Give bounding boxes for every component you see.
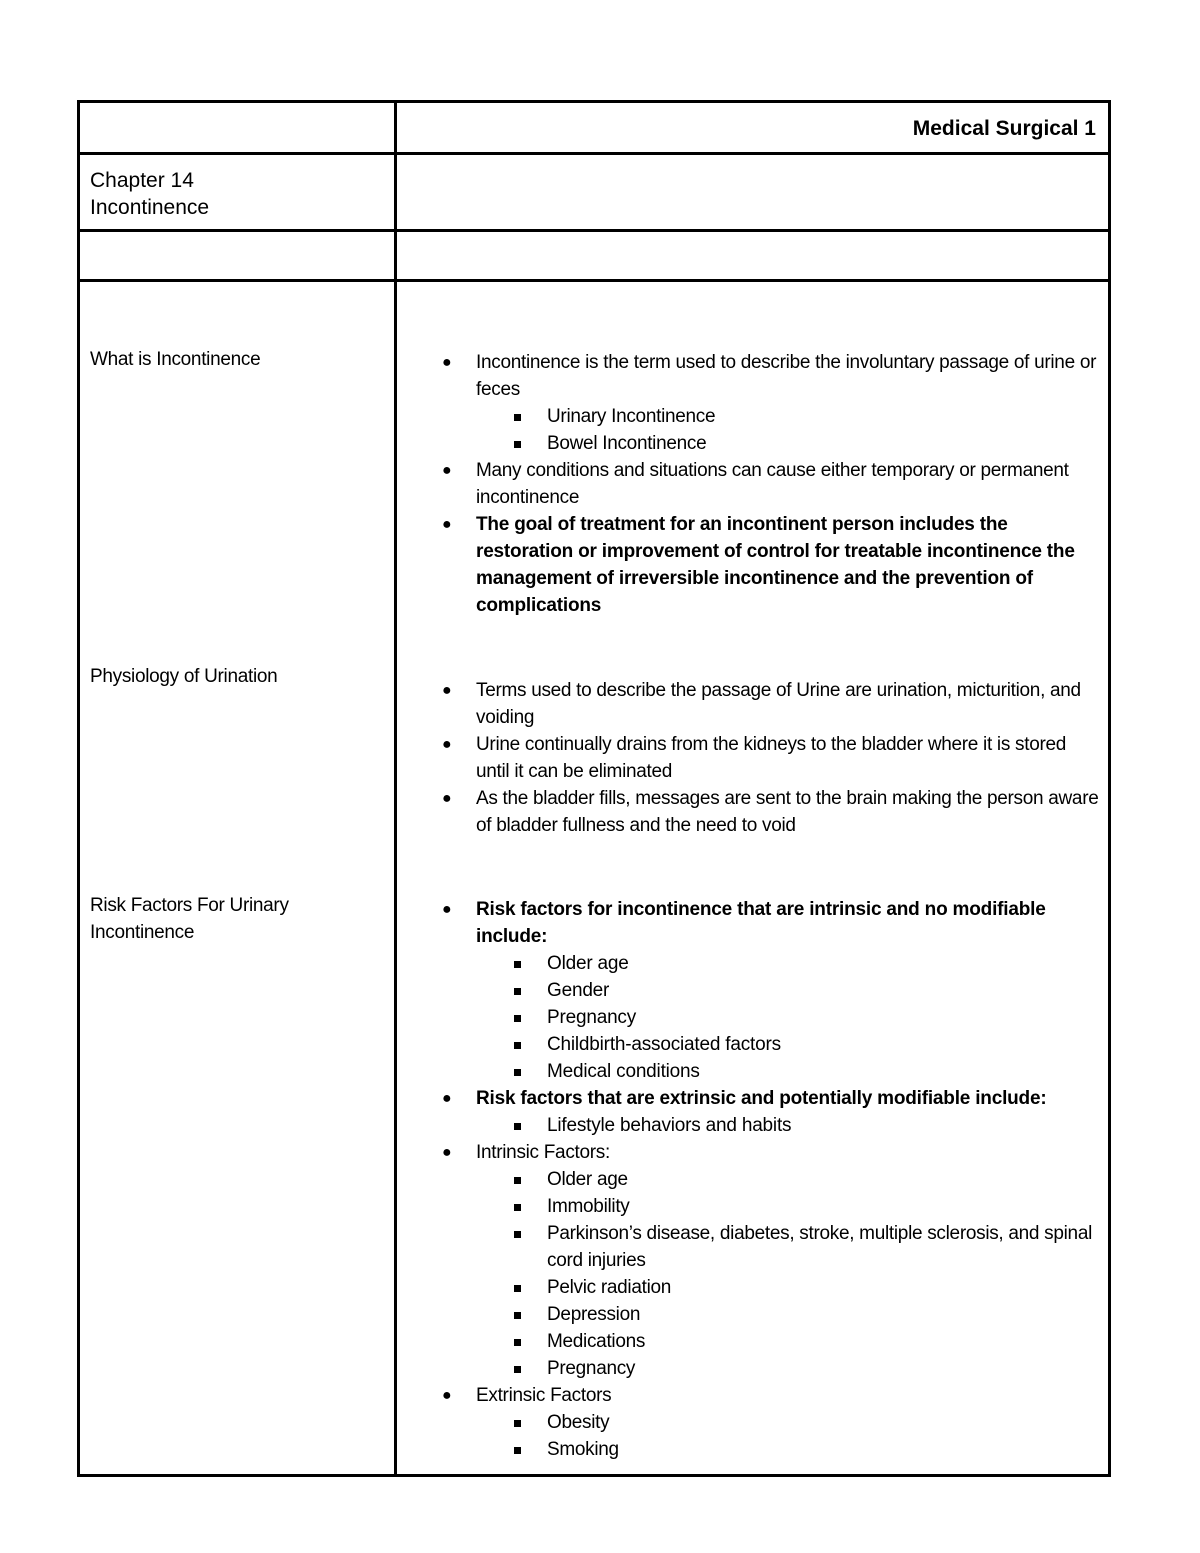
section-what-is-incontinence: [397, 349, 1108, 619]
list-item: ● As the bladder fills, messages are sent to the brain making the person aware of bladder fullness and the need to void: [397, 785, 1108, 839]
square-bullet-icon: [514, 988, 521, 995]
sub-list: [476, 1166, 1100, 1382]
topic-what-is-incontinence: What is Incontinence: [90, 349, 261, 370]
list-item: ● Extrinsic Factors Obesity Smoking: [397, 1382, 1108, 1463]
list-item: ● Risk factors for incontinence that are intrinsic and no modifiable include: Older age Gender Pregnancy Childbirth-associated factors Medical conditions: [397, 896, 1108, 1085]
header-row: [80, 103, 1108, 155]
sub-list: [476, 950, 1100, 1085]
blank-row: [80, 232, 1108, 282]
section-physiology: [397, 677, 1108, 839]
blank-right-cell: [397, 232, 1108, 279]
bullet-list: [397, 896, 1108, 1463]
list-item: ● Risk factors that are extrinsic and potentially modifiable include: Lifestyle behaviors and habits: [397, 1085, 1108, 1139]
sub-list-item: Lifestyle behaviors and habits: [397, 1112, 1100, 1139]
square-bullet-icon: [514, 1312, 521, 1319]
section-risk-factors: [397, 896, 1108, 1463]
sub-list-item: Immobility: [397, 1193, 1100, 1220]
sub-list-item: Medical conditions: [397, 1058, 1100, 1085]
sub-list-item: Childbirth-associated factors: [397, 1031, 1100, 1058]
course-title: Medical Surgical 1: [912, 117, 1096, 140]
square-bullet-icon: [514, 1231, 521, 1238]
square-bullet-icon: [514, 1366, 521, 1373]
square-bullet-icon: [514, 1177, 521, 1184]
square-bullet-icon: [514, 441, 521, 448]
square-bullet-icon: [514, 961, 521, 968]
sub-list-item: Older age: [397, 950, 1100, 977]
sub-list-item: Obesity: [397, 1409, 1100, 1436]
topics-column: [80, 282, 397, 1474]
bullet-icon: ●: [442, 462, 452, 479]
square-bullet-icon: [514, 1015, 521, 1022]
list-item: ● Many conditions and situations can cause either temporary or permanent incontinence: [397, 457, 1108, 511]
sub-list-item: Pelvic radiation: [397, 1274, 1100, 1301]
sub-list-item: Smoking: [397, 1436, 1100, 1463]
topic-physiology-of-urination: Physiology of Urination: [90, 666, 278, 687]
sub-list-item: Depression: [397, 1301, 1100, 1328]
list-item: ● The goal of treatment for an incontinent person includes the restoration or improvement of control for treatable incontinence the management of irreversible incontinence and the prevention of complications: [397, 511, 1108, 619]
sub-list-item: Bowel Incontinence: [397, 430, 1100, 457]
bullet-list: [397, 349, 1108, 619]
chapter-title: [80, 155, 397, 229]
sub-list-item: Urinary Incontinence: [397, 403, 1100, 430]
sub-list: [476, 1409, 1100, 1463]
square-bullet-icon: [514, 1123, 521, 1130]
blank-left-cell: [80, 232, 397, 279]
sub-list-item: Medications: [397, 1328, 1100, 1355]
square-bullet-icon: [514, 1285, 521, 1292]
square-bullet-icon: [514, 1339, 521, 1346]
topic-risk-factors: Risk Factors For Urinary Incontinence: [90, 895, 289, 943]
bullet-list: [397, 677, 1108, 839]
sub-list-item: Parkinson’s disease, diabetes, stroke, multiple sclerosis, and spinal cord injuries: [397, 1220, 1100, 1274]
bullet-icon: ●: [442, 736, 452, 753]
sub-list: [476, 1112, 1100, 1139]
sub-list-item: Pregnancy: [397, 1355, 1100, 1382]
list-item: ● Intrinsic Factors: Older age Immobility Parkinson’s disease, diabetes, stroke, multiple sclerosis, and spinal cord injuries Pelvic radiation Depression Medications Pregnancy: [397, 1139, 1108, 1382]
notes-body-row: [80, 282, 1108, 1474]
notes-column: [397, 282, 1108, 1474]
bullet-icon: ●: [442, 354, 452, 371]
notes-table: [77, 100, 1111, 1477]
list-item: ● Terms used to describe the passage of Urine are urination, micturition, and voiding: [397, 677, 1108, 731]
chapter-right-cell: [397, 155, 1108, 229]
sub-list: [476, 403, 1100, 457]
sub-list-item: Older age: [397, 1166, 1100, 1193]
bullet-icon: ●: [442, 1387, 452, 1404]
chapter-topic: Incontinence: [90, 196, 210, 219]
square-bullet-icon: [514, 1420, 521, 1427]
bullet-icon: ●: [442, 901, 452, 918]
bullet-icon: ●: [442, 790, 452, 807]
square-bullet-icon: [514, 1042, 521, 1049]
list-item: ● Incontinence is the term used to describe the involuntary passage of urine or feces Urinary Incontinence Bowel Incontinence: [397, 349, 1108, 457]
square-bullet-icon: [514, 1069, 521, 1076]
list-item: ● Urine continually drains from the kidneys to the bladder where it is stored until it can be eliminated: [397, 731, 1108, 785]
bullet-icon: ●: [442, 682, 452, 699]
bullet-icon: ●: [442, 1144, 452, 1161]
sub-list-item: Pregnancy: [397, 1004, 1100, 1031]
square-bullet-icon: [514, 1447, 521, 1454]
sub-list-item: Gender: [397, 977, 1100, 1004]
square-bullet-icon: [514, 414, 521, 421]
header-left-cell: [80, 103, 397, 152]
chapter-number: Chapter 14: [90, 169, 194, 192]
bullet-icon: ●: [442, 1090, 452, 1107]
bullet-icon: ●: [442, 516, 452, 533]
square-bullet-icon: [514, 1204, 521, 1211]
chapter-row: [80, 155, 1108, 232]
